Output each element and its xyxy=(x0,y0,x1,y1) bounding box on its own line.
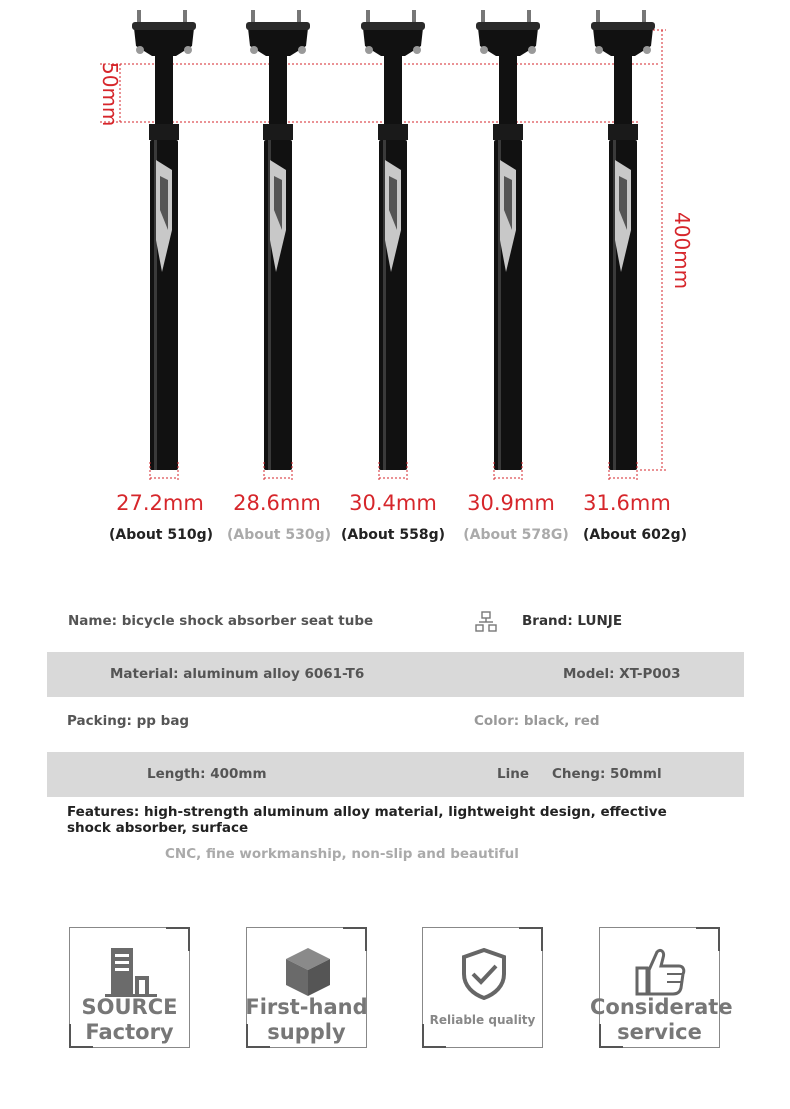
seatpost-1 xyxy=(132,10,196,480)
badge-source-line2: Factory xyxy=(85,1020,174,1044)
spec-brand: Brand: LUNJE xyxy=(522,613,623,629)
length-dimension-label: 400mm xyxy=(670,212,694,290)
badge-source-factory xyxy=(69,927,190,1048)
spec-name: Name: bicycle shock absorber seat tube xyxy=(68,613,374,629)
factory-icon xyxy=(105,946,157,998)
size-label-3: 30.4mm xyxy=(349,491,437,515)
spec-color: Color: black, red xyxy=(474,713,600,729)
spec-packing: Packing: pp bag xyxy=(67,713,190,729)
seatpost-4 xyxy=(476,10,540,480)
badge-service-line1: Considerate xyxy=(590,995,733,1019)
spec-features: Features: high-strength aluminum alloy material, lightweight design, effective shock absorber, surface xyxy=(67,804,667,836)
seatpost-2 xyxy=(246,10,310,480)
size-label-5: 31.6mm xyxy=(583,491,671,515)
spec-row-packing xyxy=(47,699,744,744)
weight-label-3: (About 558g) xyxy=(340,527,446,543)
spec-row-material xyxy=(47,652,744,697)
size-label-2: 28.6mm xyxy=(233,491,321,515)
size-label-4: 30.9mm xyxy=(467,491,555,515)
box-icon xyxy=(282,946,334,998)
spec-row-length xyxy=(47,752,744,797)
org-chart-icon xyxy=(475,611,497,633)
weight-label-4: (About 578G) xyxy=(463,527,569,543)
weight-label-1: (About 510g) xyxy=(108,527,214,543)
spec-line: Line xyxy=(497,766,529,782)
weight-label-2: (About 530g) xyxy=(226,527,332,543)
seatpost-3 xyxy=(361,10,425,480)
spec-features-continued: CNC, fine workmanship, non-slip and beautiful xyxy=(165,846,519,862)
badge-supply-line2: supply xyxy=(267,1020,346,1044)
badge-supply-line1: First-hand xyxy=(245,995,368,1019)
badge-service-line2: service xyxy=(617,1020,702,1044)
spec-length: Length: 400mm xyxy=(147,766,267,782)
weight-label-5: (About 602g) xyxy=(582,527,688,543)
badge-quality-label: Reliable quality xyxy=(429,1013,536,1027)
badge-first-hand-supply xyxy=(246,927,367,1048)
spec-material: Material: aluminum alloy 6061-T6 xyxy=(110,666,365,682)
badge-source-line1: SOURCE xyxy=(81,995,178,1019)
travel-dimension-label: 50mm xyxy=(98,62,122,127)
badge-considerate-service xyxy=(590,927,733,1048)
spec-model: Model: XT-P003 xyxy=(563,666,681,682)
spec-cheng: Cheng: 50mml xyxy=(552,766,662,782)
size-label-1: 27.2mm xyxy=(116,491,204,515)
shield-check-icon xyxy=(458,948,510,1000)
seatpost-5 xyxy=(591,10,655,480)
spec-row-name xyxy=(47,599,744,644)
badge-reliable-quality xyxy=(422,927,543,1048)
thumbs-up-icon xyxy=(635,946,687,998)
